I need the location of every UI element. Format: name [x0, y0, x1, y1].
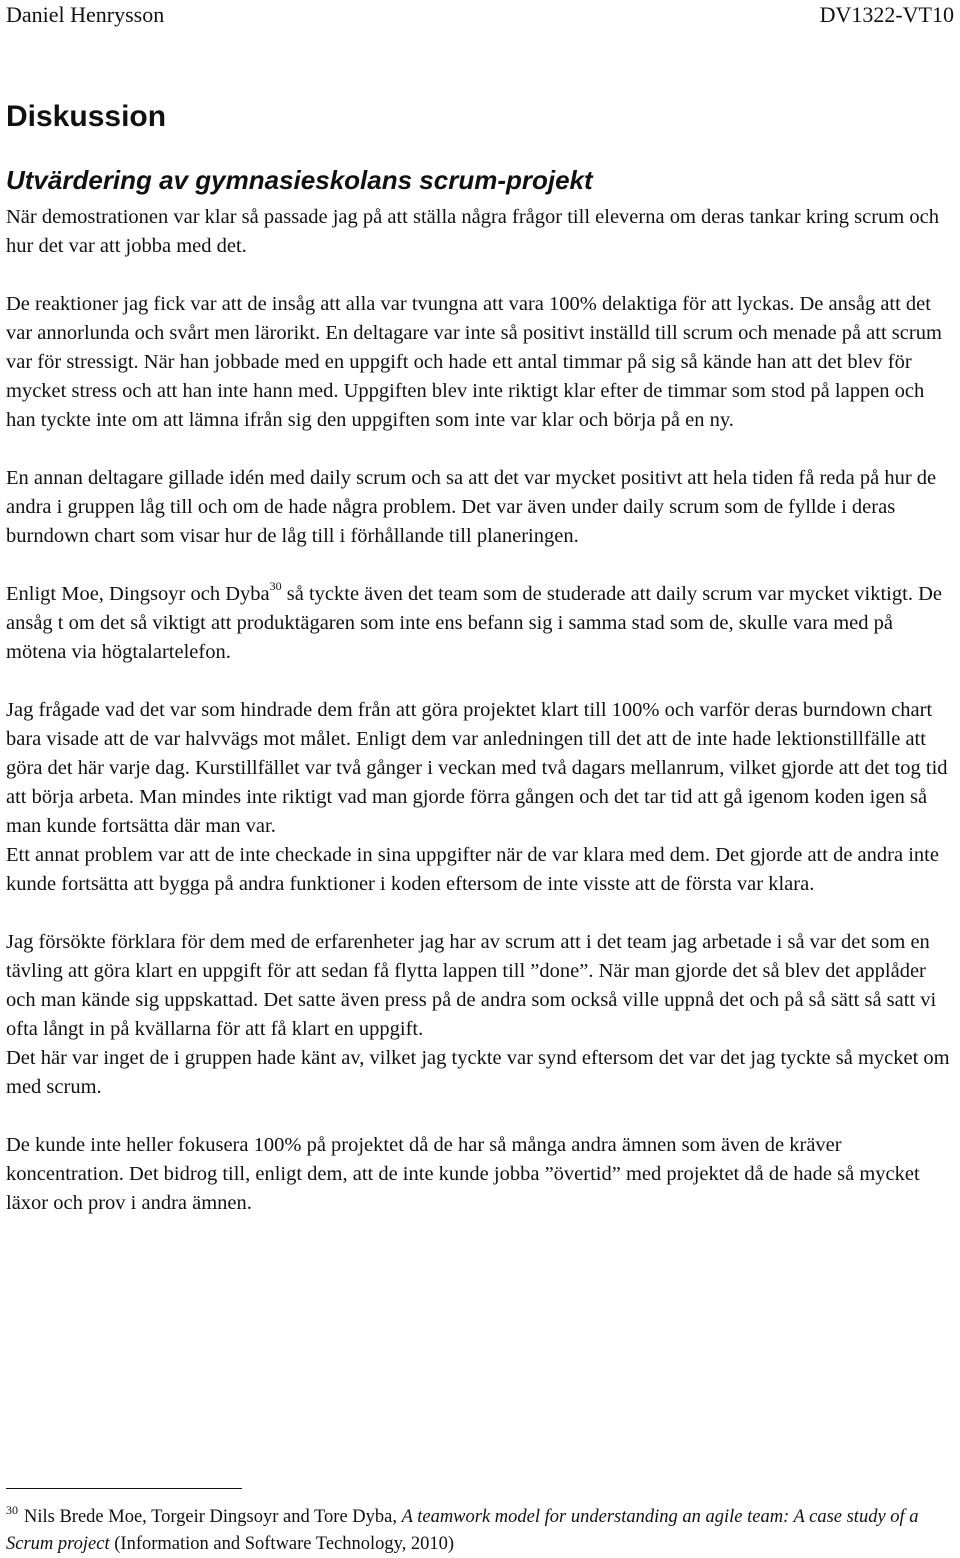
footnote-separator: [6, 1488, 242, 1489]
paragraph: När demostrationen var klar så passade jag på att ställa några frågor till eleverna om deras tankar kring scrum och hur det var att jobba med det.: [6, 206, 939, 257]
footnote: [6, 1497, 930, 1558]
page-header: [6, 0, 954, 30]
paragraph: Det här var inget de i gruppen hade känt av, vilket jag tyckte var synd eftersom det var det jag tyckte så mycket om med scrum.: [6, 1047, 950, 1098]
paragraph-text: så tyckte även det team som de studerade att daily scrum var mycket viktigt. De ansåg t om det så viktigt att produktägaren som inte ens befann sig i samma stad som de, skulle vara med på mötena via högtalartelefon.: [6, 583, 942, 663]
paragraph: De reaktioner jag fick var att de insåg att alla var tvungna att vara 100% delaktiga för att lyckas. De ansåg att det var annorlunda och svårt men lärorikt. En deltagare var inte så positivt inställd till scrum och menade på att scrum var för stressigt. När han jobbade med en uppgift och hade ett antal timmar på sig så kände han att det blev för mycket stress och att han inte hann med. Uppgiften blev inte riktigt klar efter de timmar som stod på lappen och han tyckte inte om att lämna ifrån sig den uppgiften som inte var klar och börja på en ny.: [6, 293, 942, 431]
subsection-heading: Utvärdering av gymnasieskolans scrum-projekt: [6, 165, 593, 195]
paragraph: Ett annat problem var att de inte checkade in sina uppgifter när de var klara med dem. Det gjorde att de andra inte kunde fortsätta att bygga på andra funktioner i koden eftersom de inte visste att de första var klara.: [6, 844, 939, 895]
header-course-code: DV1322-VT10: [819, 2, 954, 27]
header-author: Daniel Henrysson: [6, 2, 165, 27]
footnote-title: A teamwork model for understanding an agile team: A case study of a Scrum project: [6, 1507, 919, 1554]
footnote-number: 30: [6, 1503, 18, 1517]
footnote-reference[interactable]: 30: [269, 579, 282, 593]
paragraph: En annan deltagare gillade idén med daily scrum och sa att det var mycket positivt att hela tiden få reda på hur de andra i gruppen låg till och om de hade några problem. Det var även under daily scrum som de fyllde i deras burndown chart som visar hur de låg till i förhållande till planeringen.: [6, 467, 937, 547]
footnote-source: (Information and Software Technology, 2010): [109, 1534, 455, 1554]
paragraph: Jag försökte förklara för dem med de erfarenheter jag har av scrum att i det team jag arbetade i så var det som en tävling att göra klart en uppgift för att sedan få flytta lappen till ”done”. När man gjorde det så blev det applåder och man kände sig uppskattad. Det satte även press på de andra som också ville uppnå det och på så sätt så satt vi ofta långt in på kvällarna för att få klart en uppgift.: [6, 931, 937, 1040]
paragraph: Jag frågade vad det var som hindrade dem från att göra projektet klart till 100% och varför deras burndown chart bara visade att de var halvvägs mot målet. Enligt dem var anledningen till det att de inte hade lektionstillfälle att göra det här varje dag. Kurstillfället var två gånger i veckan med två dagars mellanrum, vilket gjorde att det tog tid att börja arbeta. Man mindes inte riktigt vad man gjorde förra gången och det tar tid att gå igenom koden igen så man kunde fortsätta där man var.: [6, 699, 948, 837]
body-text: [6, 203, 956, 1218]
paragraph: [6, 580, 956, 667]
section-heading: Diskussion: [6, 100, 167, 133]
paragraph: De kunde inte heller fokusera 100% på projektet då de har så många andra ämnen som även de kräver koncentration. Det bidrog till, enligt dem, att de inte kunde jobba ”övertid” med projektet då de hade så mycket läxor och prov i andra ämnen.: [6, 1134, 920, 1214]
footnote-authors: Nils Brede Moe, Torgeir Dingsoyr and Tore Dyba,: [24, 1507, 402, 1527]
paragraph-text: Enligt Moe, Dingsoyr och Dyba: [6, 583, 270, 605]
